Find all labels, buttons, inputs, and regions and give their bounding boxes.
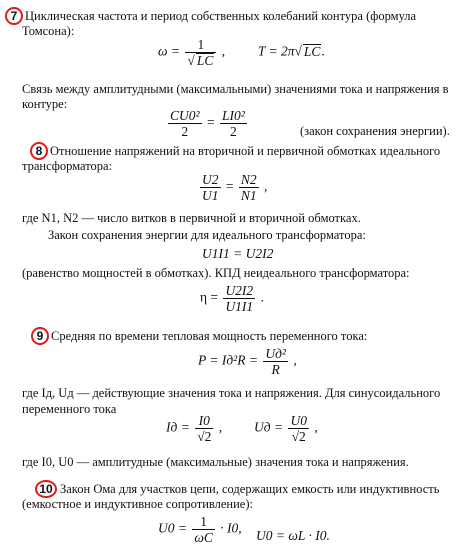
energy-formula: $\frac{\text{CU0²}}{2}$ = $\frac{\text{LI0²}}{2}$	[170, 108, 245, 139]
period-lhs: T = 2π	[257, 43, 295, 59]
power-equality-note: (равенство мощностей в обмотках). КПД неидеального трансформатора:	[22, 266, 410, 280]
section-10-marker: 10	[35, 480, 57, 498]
effective-values-line1: где Iд, Uд — действующие значения тока и напряжения. Для синусоидального	[22, 386, 441, 400]
energy-text-line1: Связь между амплитудными (максимальными) значениями тока и напряжения в	[22, 82, 449, 96]
capacitive-ohm-formula: U0 = $\frac{1}{\omega C}$ · I0,	[158, 514, 242, 545]
amplitude-values-note: где I0, U0 — амплитудные (максимальные) значения тока и напряжения.	[22, 455, 409, 469]
energy-text-line2: контуре:	[22, 97, 68, 111]
energy-note: (закон сохранения энергии).	[300, 124, 450, 138]
section-10-title-line1: Закон Ома для участков цепи, содержащих емкость или индуктивность	[60, 482, 440, 496]
section-7-title-line2: Томсона):	[22, 24, 75, 38]
effective-voltage-formula: Uд = $\frac{U0}{√2}$ ,	[254, 413, 318, 444]
omega-comma: ,	[221, 43, 226, 59]
efficiency-formula: η = $\frac{U2I2}{U1I1}$ .	[200, 283, 264, 314]
omega-fraction	[185, 37, 216, 68]
section-10-title-line2: (емкостное и индуктивное сопротивление):	[22, 497, 253, 511]
power-equality-formula: U1I1 = U2I2	[202, 246, 274, 261]
sqrt-icon: √	[294, 43, 302, 59]
section-8-title-line2: трансформатора:	[22, 159, 113, 173]
energy-rhs-fraction: $\frac{\text{LI0²}}{2}$	[221, 108, 245, 139]
energy-law-transformer: Закон сохранения энергии для идеального трансформатора:	[48, 228, 366, 242]
section-8-marker: 8	[30, 142, 48, 160]
effective-values-line2: переменного тока	[22, 402, 117, 416]
omega-lhs: ω =	[158, 43, 181, 59]
section-7-marker: 7	[5, 7, 23, 25]
omega-denominator: √ LC	[187, 53, 214, 68]
period-root: LC	[303, 43, 321, 59]
heat-power-formula: P = Iд²R = $\frac{\text{Uд²}}{R}$ ,	[198, 346, 297, 377]
windings-note: где N1, N2 — число витков в первичной и вторичной обмотках.	[22, 211, 361, 225]
energy-lhs-fraction: $\frac{\text{CU0²}}{2}$	[170, 108, 200, 139]
section-8-title-line1: Отношение напряжений на вторичной и первичной обмотках идеального	[50, 144, 441, 158]
effective-current-formula: Iд = $\frac{I0}{√2}$ ,	[166, 413, 223, 444]
section-9-marker: 9	[31, 327, 49, 345]
section-7-title-line1: Циклическая частота и период собственных колебаний контура (формула	[25, 9, 417, 23]
omega-numerator: 1	[185, 37, 216, 53]
transformer-ratio-formula: $\frac{U2}{U1}$ = $\frac{N2}{N1}$ ,	[202, 172, 268, 203]
thomson-formula: ω = $\frac{1}{√ LC}$ , T = 2π√ LC.	[158, 37, 325, 68]
inductive-ohm-formula: U0 = ωL · I0.	[256, 528, 330, 543]
section-9-title: Средняя по времени тепловая мощность переменного тока:	[51, 329, 368, 343]
